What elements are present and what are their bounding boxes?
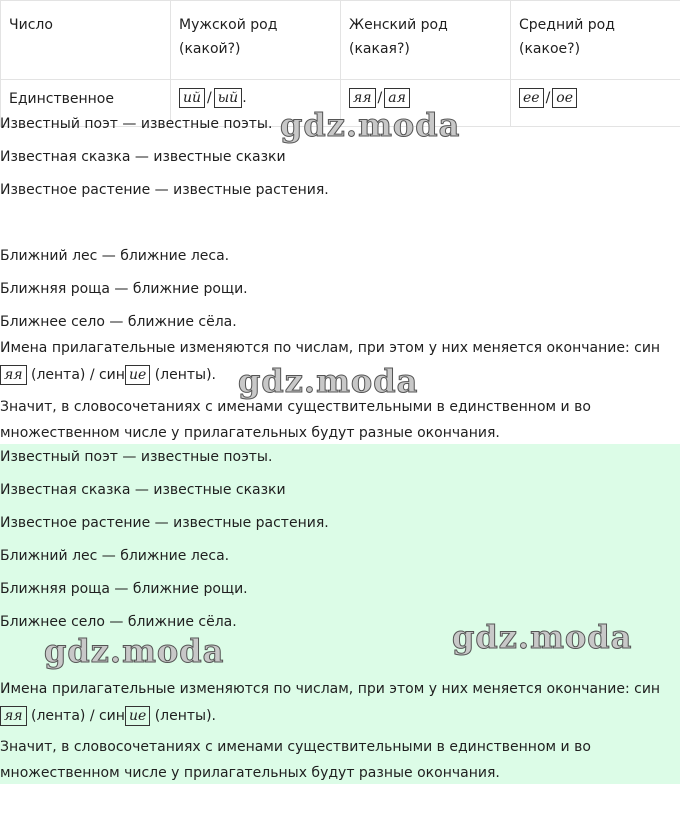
ending-box: яя — [0, 706, 27, 726]
example-line: Известное растение — известные растения. — [0, 182, 329, 198]
ending-box: ый — [214, 88, 242, 108]
rule-example: яя (лента) / син ие (ленты). — [0, 706, 216, 726]
conclusion-text: Значит, в словосочетаниях с именами существительными в единственном и во — [0, 399, 591, 415]
ending-box: ое — [552, 88, 577, 108]
header-neuter: Средний род (какое?) — [511, 1, 680, 80]
example-line: Ближнее село — ближние сёла. — [0, 314, 237, 330]
watermark-logo: gdz.moda — [280, 106, 461, 144]
watermark-logo: gdz.moda — [238, 362, 419, 400]
neut-endings: ее / ое — [511, 80, 680, 127]
ending-box: ее — [519, 88, 544, 108]
example-line: Ближний лес — ближние леса. — [0, 248, 230, 264]
conclusion-text: множественном числе у прилагательных будут разные окончания. — [0, 765, 500, 781]
example-line: Ближняя роща — ближние рощи. — [0, 281, 248, 297]
header-number: Число — [1, 1, 171, 80]
masc-endings: ий / ый . — [171, 80, 341, 127]
header-masculine: Мужской род (какой?) — [171, 1, 341, 80]
example-line: Ближняя роща — ближние рощи. — [0, 581, 248, 597]
watermark-logo: gdz.moda — [44, 632, 225, 670]
rule-example: яя (лента) / син ие (ленты). — [0, 365, 216, 385]
example-line: Известная сказка — известные сказки — [0, 482, 286, 498]
example-line: Ближнее село — ближние сёла. — [0, 614, 237, 630]
ending-box: яя — [349, 88, 376, 108]
example-line: Известный поэт — известные поэты. — [0, 449, 273, 465]
ending-box: ие — [125, 365, 150, 385]
ending-box: ая — [384, 88, 410, 108]
ending-box: яя — [0, 365, 27, 385]
rule-text: Имена прилагательные изменяются по числам, при этом у них меняется окончание: син — [0, 340, 661, 356]
example-line: Известный поэт — известные поэты. — [0, 116, 273, 132]
row-label: Единственное — [1, 80, 171, 127]
ending-box: ий — [179, 88, 205, 108]
ending-box: ие — [125, 706, 150, 726]
header-feminine: Женский род (какая?) — [341, 1, 511, 80]
example-line: Известная сказка — известные сказки — [0, 149, 286, 165]
conclusion-text: множественном числе у прилагательных будут разные окончания. — [0, 425, 500, 441]
example-line: Ближний лес — ближние леса. — [0, 548, 230, 564]
fem-endings: яя / ая — [341, 80, 511, 127]
watermark-logo: gdz.moda — [452, 618, 633, 656]
rule-text: Имена прилагательные изменяются по числам, при этом у них меняется окончание: син — [0, 681, 661, 697]
table-header-row — [1, 1, 680, 80]
example-line: Известное растение — известные растения. — [0, 515, 329, 531]
conclusion-text: Значит, в словосочетаниях с именами существительными в единственном и во — [0, 739, 591, 755]
